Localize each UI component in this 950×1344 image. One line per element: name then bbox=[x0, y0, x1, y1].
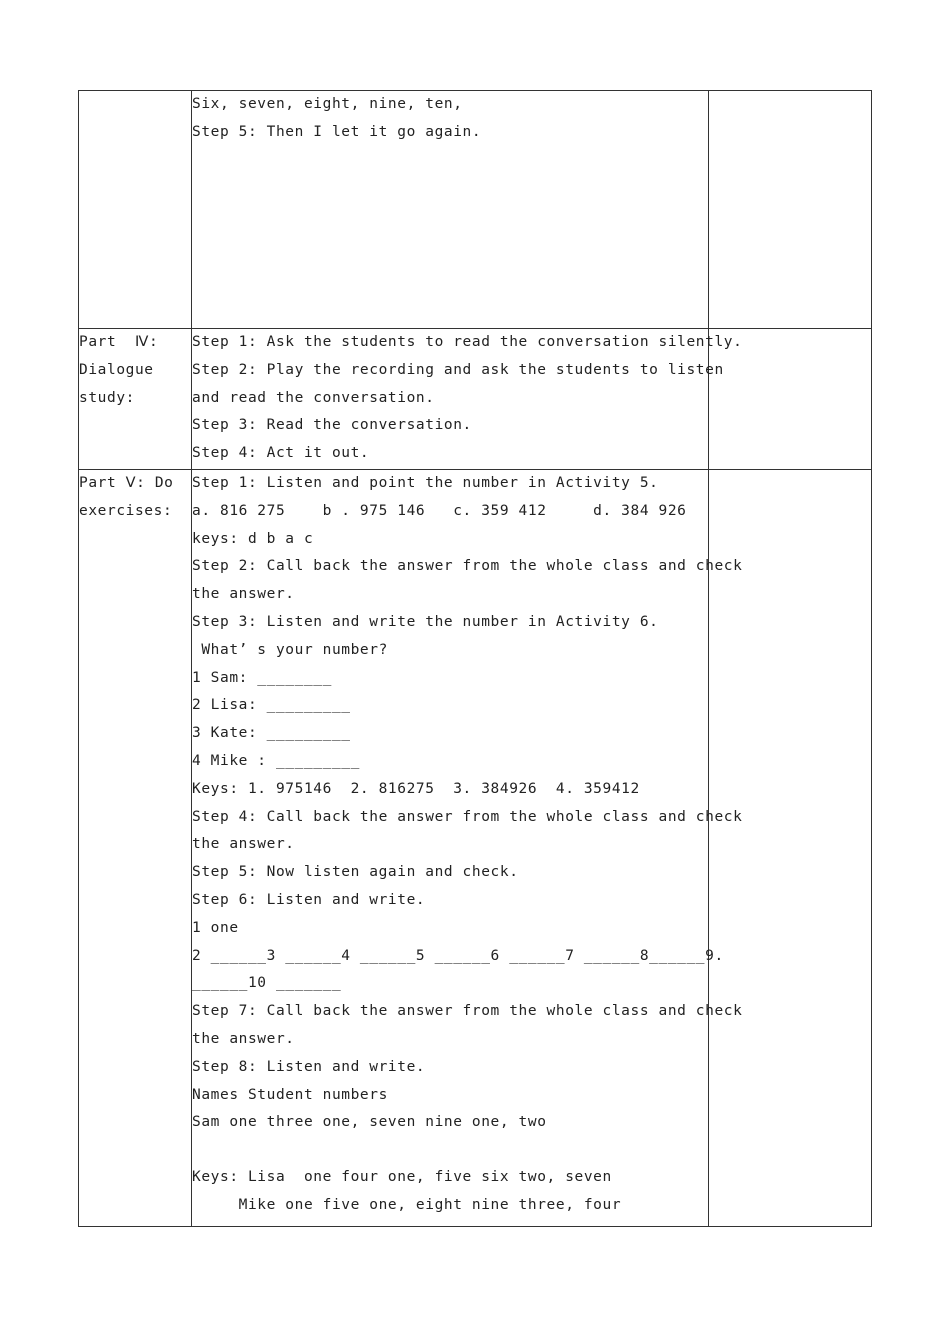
text-line: the answer. bbox=[192, 586, 295, 603]
notes-cell bbox=[709, 470, 872, 1227]
text-line: keys: d b a c bbox=[192, 530, 314, 547]
content-cell bbox=[192, 329, 743, 470]
text-line: Keys: 1. 975146 2. 816275 3. 384926 4. 359412 bbox=[192, 780, 640, 797]
table-row bbox=[79, 329, 872, 470]
text-line: Step 5: Then I let it go again. bbox=[192, 123, 482, 140]
text-line: 1 Sam: ________ bbox=[192, 669, 332, 686]
text-line: the answer. bbox=[192, 836, 295, 853]
text-line: What’ s your number? bbox=[192, 641, 388, 658]
keys-line: Mike one five one, eight nine three, four bbox=[192, 1196, 622, 1213]
text-line: Step 4: Call back the answer from the whole class and check bbox=[192, 808, 743, 825]
text-line: ______10 _______ bbox=[192, 975, 342, 992]
text-line: Step 7: Call back the answer from the whole class and check bbox=[192, 1003, 743, 1020]
text-line: Step 3: Listen and write the number in Activity 6. bbox=[192, 613, 659, 630]
part-label: Part Ⅴ: Do bbox=[79, 475, 174, 491]
table-row bbox=[79, 91, 872, 329]
text-line: Six, seven, eight, nine, ten, bbox=[192, 96, 463, 112]
text-line: and read the conversation. bbox=[192, 389, 435, 406]
text-line: Step 1: Listen and point the number in Activity 5. bbox=[192, 475, 659, 491]
part-label: exercises: bbox=[79, 502, 173, 519]
text-line: 2 Lisa: _________ bbox=[192, 697, 351, 714]
text-line: 4 Mike : _________ bbox=[192, 752, 360, 769]
text-line: Sam one three one, seven nine one, two bbox=[192, 1114, 547, 1131]
text-line: Step 5: Now listen again and check. bbox=[192, 864, 519, 881]
part-label: Part Ⅳ: bbox=[79, 334, 159, 350]
text-line: 2 ______3 ______4 ______5 ______6 ______7 ______8______9. bbox=[192, 947, 724, 964]
text-line: a. 816 275 b . 975 146 c. 359 412 d. 384 926 bbox=[192, 502, 687, 519]
text-line: the answer. bbox=[192, 1030, 295, 1047]
text-line: Step 1: Ask the students to read the conversation silently. bbox=[192, 334, 743, 350]
part-label: Dialogue bbox=[79, 361, 154, 378]
keys-line: Keys: Lisa one four one, five six two, seven bbox=[192, 1169, 612, 1186]
table-row bbox=[79, 470, 872, 1227]
label-cell bbox=[79, 91, 192, 329]
notes-cell bbox=[709, 91, 872, 329]
lesson-plan-table bbox=[78, 90, 872, 1227]
text-line: Names Student numbers bbox=[192, 1086, 388, 1103]
part-label: study: bbox=[79, 389, 135, 406]
text-line: Step 2: Call back the answer from the whole class and check bbox=[192, 558, 743, 575]
text-line: 3 Kate: _________ bbox=[192, 725, 351, 742]
label-cell bbox=[79, 329, 192, 470]
text-line: Step 2: Play the recording and ask the students to listen bbox=[192, 361, 724, 378]
text-line: Step 6: Listen and write. bbox=[192, 891, 426, 908]
blank-line bbox=[192, 1137, 708, 1164]
text-line: Step 4: Act it out. bbox=[192, 445, 370, 462]
text-line: Step 3: Read the conversation. bbox=[192, 417, 472, 434]
label-cell bbox=[79, 470, 192, 1227]
content-cell bbox=[192, 470, 743, 1227]
content-cell bbox=[192, 91, 709, 329]
text-line: Step 8: Listen and write. bbox=[192, 1058, 426, 1075]
text-line: 1 one bbox=[192, 919, 239, 936]
